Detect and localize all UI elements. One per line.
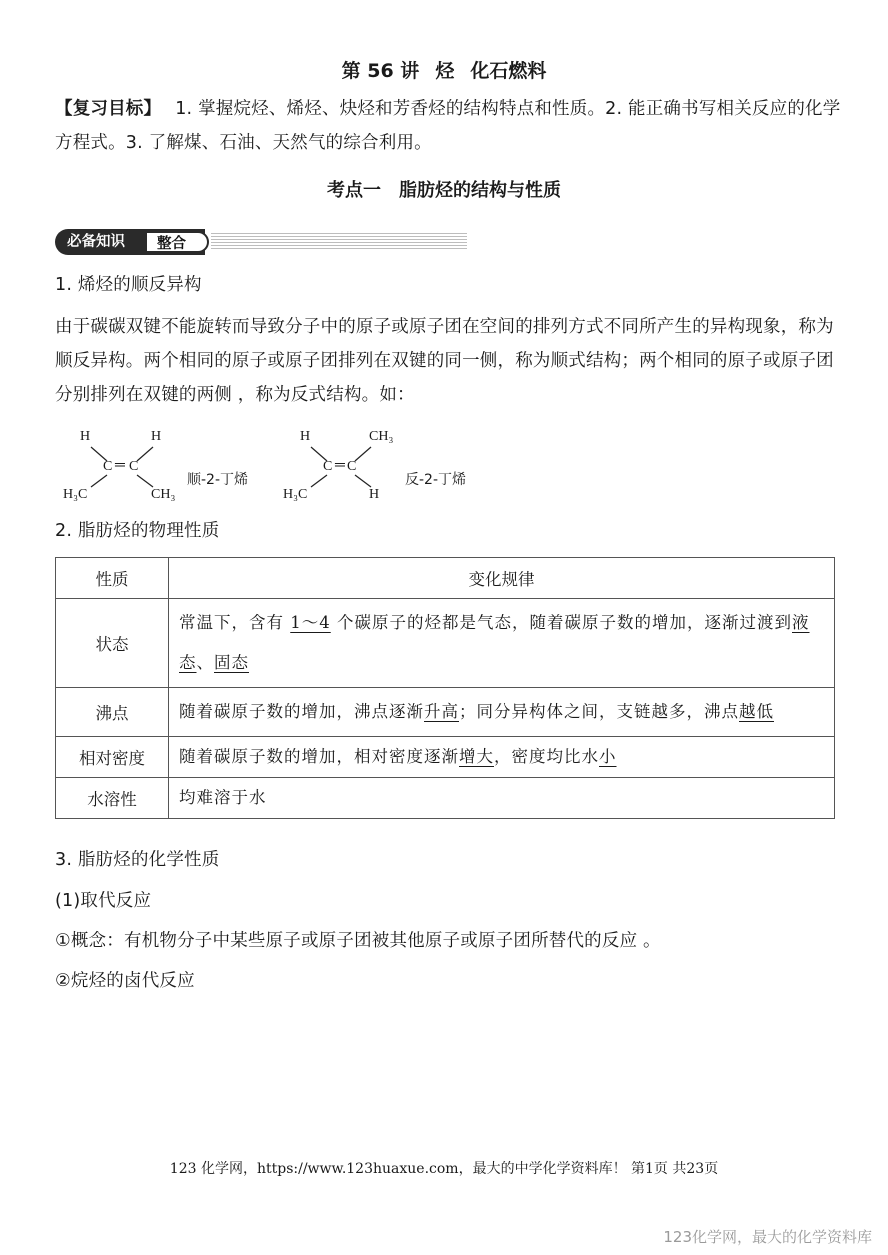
cis-bottom-left-group: H₃C (63, 487, 88, 502)
table-header-rule: 变化规律 (169, 558, 835, 599)
goals-text: 1. 掌握烷烃、烯烃、炔烃和芳香烃的结构特点和性质。2. 能正确书写相关反应的化学方程式。3. 了解煤、石油、天然气的综合利用。 (55, 99, 841, 153)
lecture-number: 第 56 讲 (341, 60, 420, 82)
s3-heading: 3. 脂肪烃的化学性质 (55, 850, 220, 870)
banner-dark-label: 必备知识 (55, 229, 205, 255)
answer-blank: 增大 (459, 747, 494, 766)
answer-blank: 越低 (739, 702, 774, 721)
trans-carbon-1: C (323, 459, 333, 474)
table-row (56, 599, 835, 688)
knowledge-banner (55, 229, 415, 255)
cis-name: 顺-2-丁烯 (187, 472, 249, 488)
section-subtitle: 脂肪烃的结构与性质 (399, 180, 561, 201)
trans-2-butene-structure (275, 425, 495, 505)
answer-blank: 小 (599, 747, 617, 766)
text-part: ，密度均比水 (494, 747, 599, 766)
title-topic-1: 烃 (435, 60, 455, 82)
s3-item1: ①概念：有机物分子中某些原子或原子团被其他原子或原子团所替代的反应 。 (55, 931, 661, 951)
physical-properties-table (55, 557, 835, 819)
cis-2-butene-structure (55, 425, 275, 505)
answer-blank: 1～4 (290, 613, 331, 632)
site-watermark: 123化学网，最大的化学资料库 (663, 1228, 872, 1246)
table-header-row (56, 558, 835, 599)
s2-heading: 2. 脂肪烃的物理性质 (55, 521, 220, 541)
cis-double-bond: ═ (115, 458, 125, 473)
text-part: 、 (196, 653, 214, 672)
row-content (169, 737, 835, 778)
trans-bottom-right-atom: H (369, 487, 380, 502)
review-goals (55, 92, 845, 160)
table-row (56, 737, 835, 778)
row-label: 相对密度 (56, 737, 169, 778)
text-part: ；同分异构体之间，支链越多，沸点 (459, 702, 739, 721)
trans-name: 反-2-丁烯 (405, 472, 467, 488)
cis-carbon-2: C (129, 459, 139, 474)
table-row (56, 688, 835, 737)
section-title (0, 176, 888, 202)
cis-bottom-right-group: CH₃ (151, 487, 176, 502)
s1-body: 由于碳碳双键不能旋转而导致分子中的原子或原子团在空间的排列方式不同所产生的异构现象，称为顺反异构。两个相同的原子或原子团排列在双键的同一侧，称为顺式结构；两个相同的原子或原子团分别排列在双键的两侧 ，称为反式结构。如： (55, 317, 834, 405)
trans-double-bond: ═ (335, 458, 345, 473)
s3-item2: ②烷烃的卤代反应 (55, 971, 195, 991)
row-content (169, 688, 835, 737)
s3-sub1: (1)取代反应 (55, 891, 152, 911)
trans-top-right-group: CH₃ (369, 429, 394, 444)
row-label: 状态 (56, 599, 169, 688)
page-footer: 123 化学网，https://www.123huaxue.com，最大的中学化学资料库！ 第1页 共23页 (169, 1161, 719, 1177)
section-number: 考点一 (327, 180, 381, 201)
cis-carbon-1: C (103, 459, 113, 474)
table-header-property: 性质 (56, 558, 169, 599)
banner-light-label: 整合 (147, 231, 209, 253)
answer-blank: 升高 (424, 702, 459, 721)
goals-label: 【复习目标】 (55, 99, 162, 119)
trans-bottom-left-group: H₃C (283, 487, 308, 502)
table-row (56, 778, 835, 819)
trans-top-left-atom: H (300, 429, 311, 444)
row-label: 水溶性 (56, 778, 169, 819)
cis-top-left-atom: H (80, 429, 91, 444)
answer-blank: 固态 (214, 653, 249, 672)
text-part: 个碳原子的烃都是气态，随着碳原子数的增加，逐渐过渡到 (330, 613, 792, 632)
text-part: 随着碳原子数的增加，相对密度逐渐 (179, 747, 459, 766)
banner-hatch-decoration (211, 233, 467, 251)
trans-carbon-2: C (347, 459, 357, 474)
title-topic-2: 化石燃料 (470, 60, 547, 82)
s1-heading: 1. 烯烃的顺反异构 (55, 275, 202, 295)
row-label: 沸点 (56, 688, 169, 737)
answer-blank: 液态 (179, 613, 810, 672)
text-part: 常温下，含有 (179, 613, 291, 632)
text-part: 随着碳原子数的增加，沸点逐渐 (179, 702, 424, 721)
cis-top-right-atom: H (151, 429, 162, 444)
row-content (169, 599, 835, 688)
page-title (0, 56, 888, 83)
text-part: 均难溶于水 (179, 788, 267, 807)
row-content (169, 778, 835, 819)
